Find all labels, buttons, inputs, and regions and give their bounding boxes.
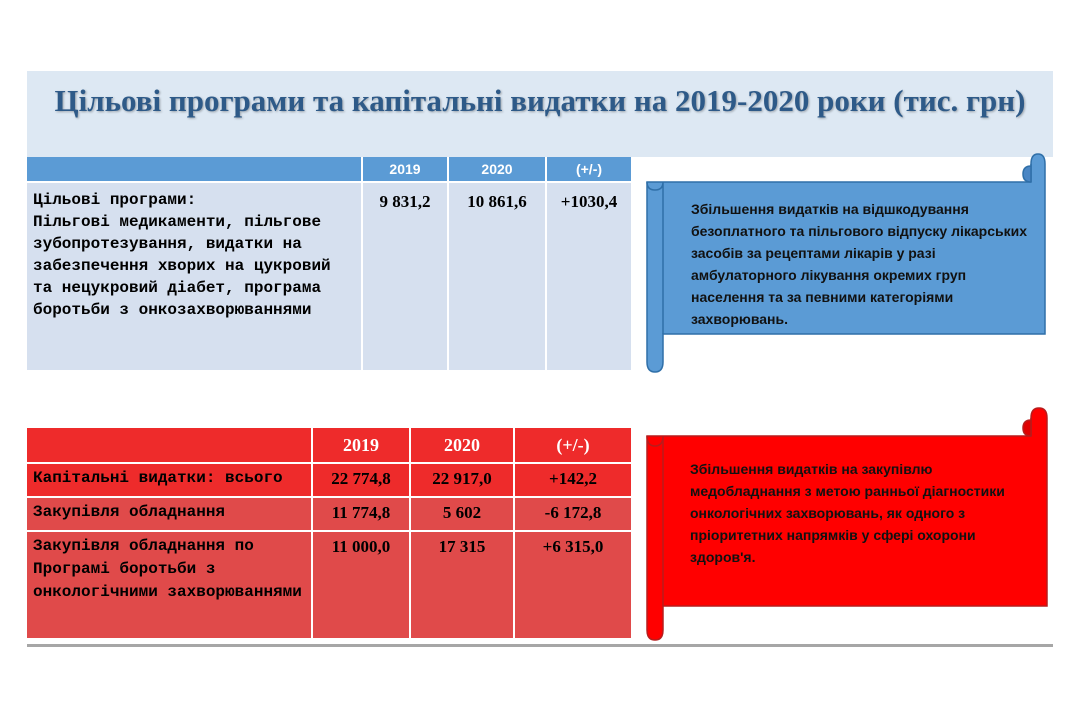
row-label: Капітальні видатки: всього: [27, 463, 312, 497]
header-cell-empty: [27, 157, 362, 182]
value-diff: +142,2: [514, 463, 632, 497]
blue-scroll-note: [633, 152, 1053, 374]
header-cell-2020: 2020: [410, 428, 514, 463]
value-diff: +6 315,0: [514, 531, 632, 639]
value-2019: 9 831,2: [362, 182, 448, 370]
value-2020: 10 861,6: [448, 182, 546, 370]
header-cell-diff: (+/-): [514, 428, 632, 463]
value-2019: 11 000,0: [312, 531, 410, 639]
row-label: [27, 182, 362, 370]
header-cell-2019: 2019: [312, 428, 410, 463]
value-2020: 17 315: [410, 531, 514, 639]
targeted-programs-table: [27, 157, 633, 370]
value-2020: 22 917,0: [410, 463, 514, 497]
table-row: [27, 531, 632, 639]
value-2020: 5 602: [410, 497, 514, 531]
note-red-text: Збільшення видатків на закупівлю медобладнання з метою ранньої діагностики онкологічних захворювань, як одного з пріоритетних напрямків у сфері охорони здоров'я.: [690, 461, 1005, 565]
header-cell-diff: (+/-): [546, 157, 632, 182]
table-header-row: [27, 157, 632, 182]
table-row: [27, 182, 632, 370]
table-row: [27, 497, 632, 531]
row-label-text: Цільові програми: Пільгові медикаменти, пільгове зубопротезування, видатки на забезпечення хворих на цукровий та нецукровий діабет, програма боротьби з онкозахворюваннями: [33, 191, 331, 319]
table-row: [27, 463, 632, 497]
value-2019: 22 774,8: [312, 463, 410, 497]
header-cell-2020: 2020: [448, 157, 546, 182]
row-label: Закупівля обладнання: [27, 497, 312, 531]
value-2019: 11 774,8: [312, 497, 410, 531]
header-cell-2019: 2019: [362, 157, 448, 182]
bottom-divider: [27, 644, 1053, 647]
value-diff: -6 172,8: [514, 497, 632, 531]
row-label: Закупівля обладнання по Програмі боротьби з онкологічними захворюваннями: [27, 531, 312, 639]
page-title: Цільові програми та капітальні видатки на 2019-2020 роки (тис. грн): [54, 83, 1026, 118]
table-header-row: [27, 428, 632, 463]
value-diff: +1030,4: [546, 182, 632, 370]
note-blue-text: Збільшення видатків на відшкодування безоплатного та пільгового відпуску лікарських засобів за рецептами лікарів у разі амбулаторного лікування окремих груп населення та за певними категоріями захворювань.: [691, 201, 1027, 327]
title-band: [27, 71, 1053, 157]
red-scroll-note: [633, 406, 1053, 642]
capital-expenditure-table: [27, 428, 633, 640]
header-cell-empty: [27, 428, 312, 463]
